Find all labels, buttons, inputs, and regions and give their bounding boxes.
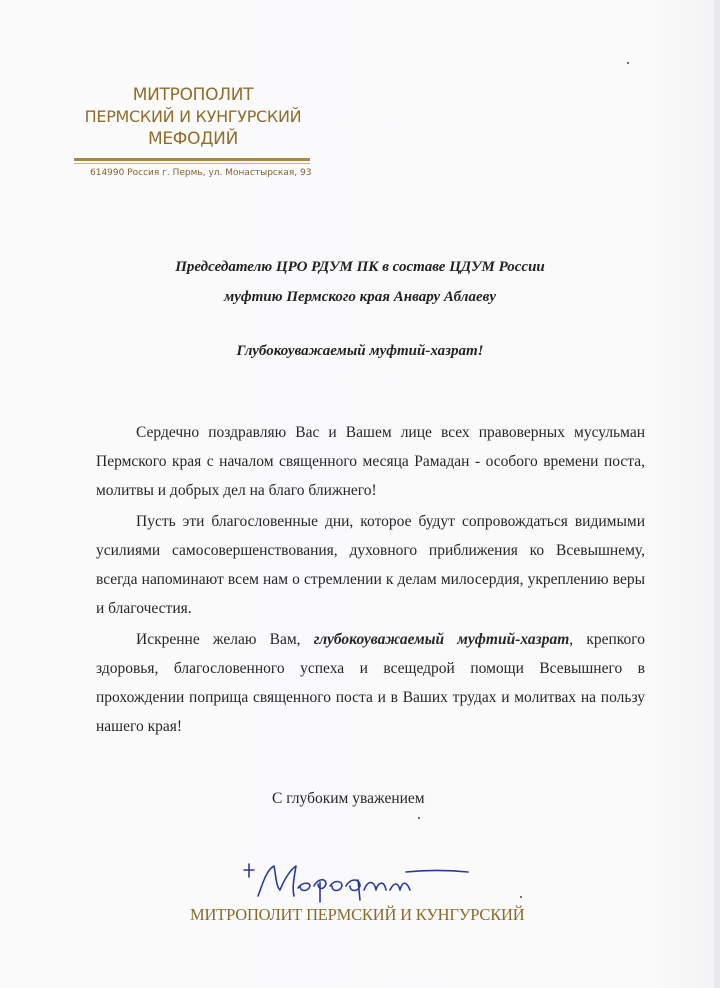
letter-body (96, 418, 645, 741)
page-edge-shadow (714, 0, 720, 988)
handwritten-signature (236, 856, 476, 906)
letterhead-title-line-2: ПЕРМСКИЙ И КУНГУРСКИЙ (84, 107, 302, 126)
letterhead-title-line-1: МИТРОПОЛИТ (132, 85, 254, 105)
letterhead-divider-thin (74, 163, 310, 164)
speck (520, 896, 522, 898)
body-paragraph-3-end: , крепкого здоровья, благословенного успеха и всещедрой помощи Всевышнего в прохождении поприща священного поста и в Ваших трудах и молитвах на пользу нашего края! (96, 631, 645, 735)
closing-phrase: С глубоким уважением (272, 790, 425, 807)
salutation: Глубокоуважаемый муфтий-хазрат! (236, 343, 484, 359)
addressee-line-1: Председателю ЦРО РДУМ ПК в составе ЦДУМ России (175, 259, 545, 275)
letterhead-title-line-3: МЕФОДИЙ (147, 129, 239, 149)
speck (418, 817, 420, 819)
body-paragraph-3-start: Искренне желаю Вам, (136, 631, 314, 648)
body-paragraph-2: Пусть эти благословенные дни, которое будут сопровождаться видимыми усилиями самосовершенствования, духовного приближения ко Всевышнему, всегда напоминают всем нам о стремлении к делам милосердия, укреплению веры и благочестия. (96, 513, 645, 617)
letterhead (76, 84, 310, 150)
letterhead-address: 614990 Россия г. Пермь, ул. Монастырская, 93 (90, 168, 312, 178)
speck (627, 62, 629, 64)
addressee-block (60, 252, 660, 312)
signatory-title: МИТРОПОЛИТ ПЕРМСКИЙ И КУНГУРСКИЙ (190, 905, 525, 924)
letterhead-divider (74, 158, 310, 161)
body-paragraph-3-emphasis: глубокоуважаемый муфтий-хазрат (313, 631, 570, 648)
addressee-line-2: муфтию Пермского края Анвару Аблаеву (223, 289, 497, 305)
body-paragraph-1: Сердечно поздравляю Вас и Вашем лице всех правоверных мусульман Пермского края с началом священного месяца Рамадан - особого времени поста, молитвы и добрых дел на благо ближнего! (96, 424, 645, 499)
body-paragraph-3 (96, 625, 645, 741)
